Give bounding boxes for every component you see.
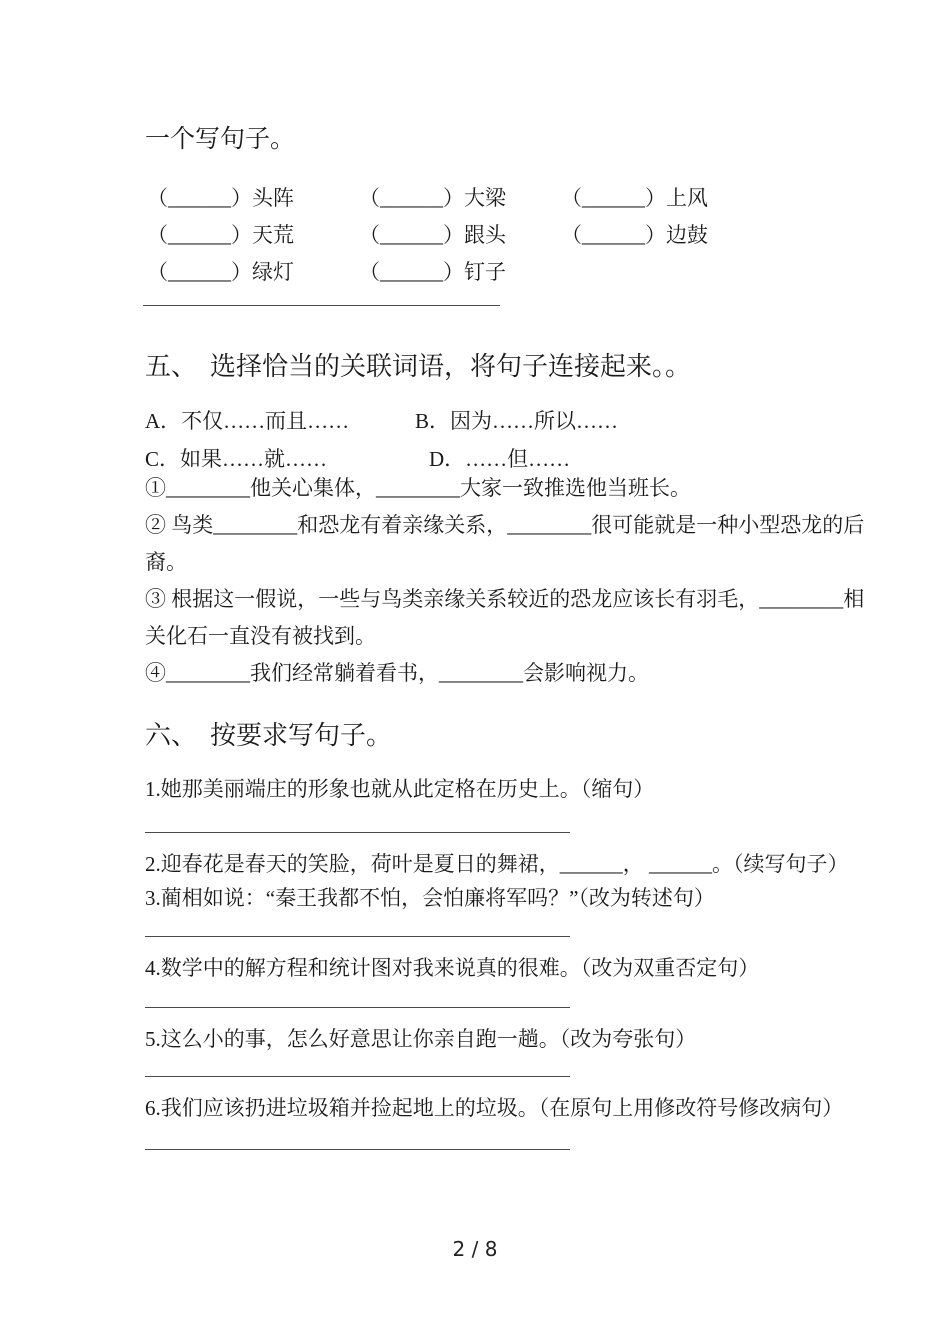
bracket-fill-item: （______）大梁 <box>359 186 506 210</box>
question-line: 3.蔺相如说：“秦王我都不怕，会怕廉将军吗？”（改为转述句） <box>145 886 715 910</box>
section-five-heading: 五、 选择恰当的关联词语，将句子连接起来。。 <box>145 352 692 381</box>
bracket-fill-item: （______）绿灯 <box>147 260 294 284</box>
question-line: 5.这么小的事，怎么好意思让你亲自跑一趟。（改为夸张句） <box>145 1027 697 1051</box>
question-line: 2.迎春花是春天的笑脸，荷叶是夏日的舞裙，______， ______。（续写句子） <box>145 852 849 876</box>
bracket-fill-item: （______）跟头 <box>359 223 506 247</box>
question-line: 6.我们应该扔进垃圾箱并捡起地上的垃圾。（在原句上用修改符号修改病句） <box>145 1096 844 1120</box>
bracket-fill-item: （______）头阵 <box>147 186 294 210</box>
bracket-fill-grid <box>147 180 847 291</box>
answer-line <box>145 832 570 833</box>
bracket-fill-item: （______）钉子 <box>359 260 506 284</box>
answer-line <box>145 1149 570 1150</box>
option-item-b: B．因为……所以…… <box>415 409 619 433</box>
question-line: 4.数学中的解方程和统计图对我来说真的很难。（改为双重否定句） <box>145 956 760 980</box>
conjunction-options-grid <box>145 402 845 478</box>
section-six-heading: 六、 按要求写句子。 <box>145 721 393 750</box>
question-line: ④________我们经常躺着看书，________会影响视力。 <box>145 661 649 685</box>
question-line: ①________他关心集体，________大家一致推选他当班长。 <box>145 476 691 500</box>
option-item-c: C．如果……就…… <box>145 447 328 471</box>
option-item-a: A．不仅……而且…… <box>145 409 350 433</box>
question-line: ③ 根据这一假说，一些与鸟类亲缘关系较近的恐龙应该长有羽毛，________相 <box>145 587 865 611</box>
question-four-tail-text: 一个写句子。 <box>145 126 296 153</box>
page-number: 2 / 8 <box>452 1237 498 1261</box>
question-line: 1.她那美丽端庄的形象也就从此定格在历史上。（缩句） <box>145 777 655 801</box>
answer-line <box>145 1007 570 1008</box>
bracket-fill-item: （______）边鼓 <box>561 223 708 247</box>
question-line: 裔。 <box>145 550 187 574</box>
question-line: 关化石一直没有被找到。 <box>145 624 376 648</box>
answer-line <box>145 936 570 937</box>
section-six-items <box>145 772 850 1150</box>
answer-line <box>143 305 500 306</box>
answer-line <box>145 1076 570 1077</box>
question-line: ② 鸟类________和恐龙有着亲缘关系，________很可能就是一种小型恐龙的后 <box>145 513 865 537</box>
section-five-items <box>145 470 865 692</box>
bracket-fill-item: （______）天荒 <box>147 223 294 247</box>
option-item-d: D．……但…… <box>429 447 571 471</box>
bracket-fill-item: （______）上风 <box>561 186 708 210</box>
